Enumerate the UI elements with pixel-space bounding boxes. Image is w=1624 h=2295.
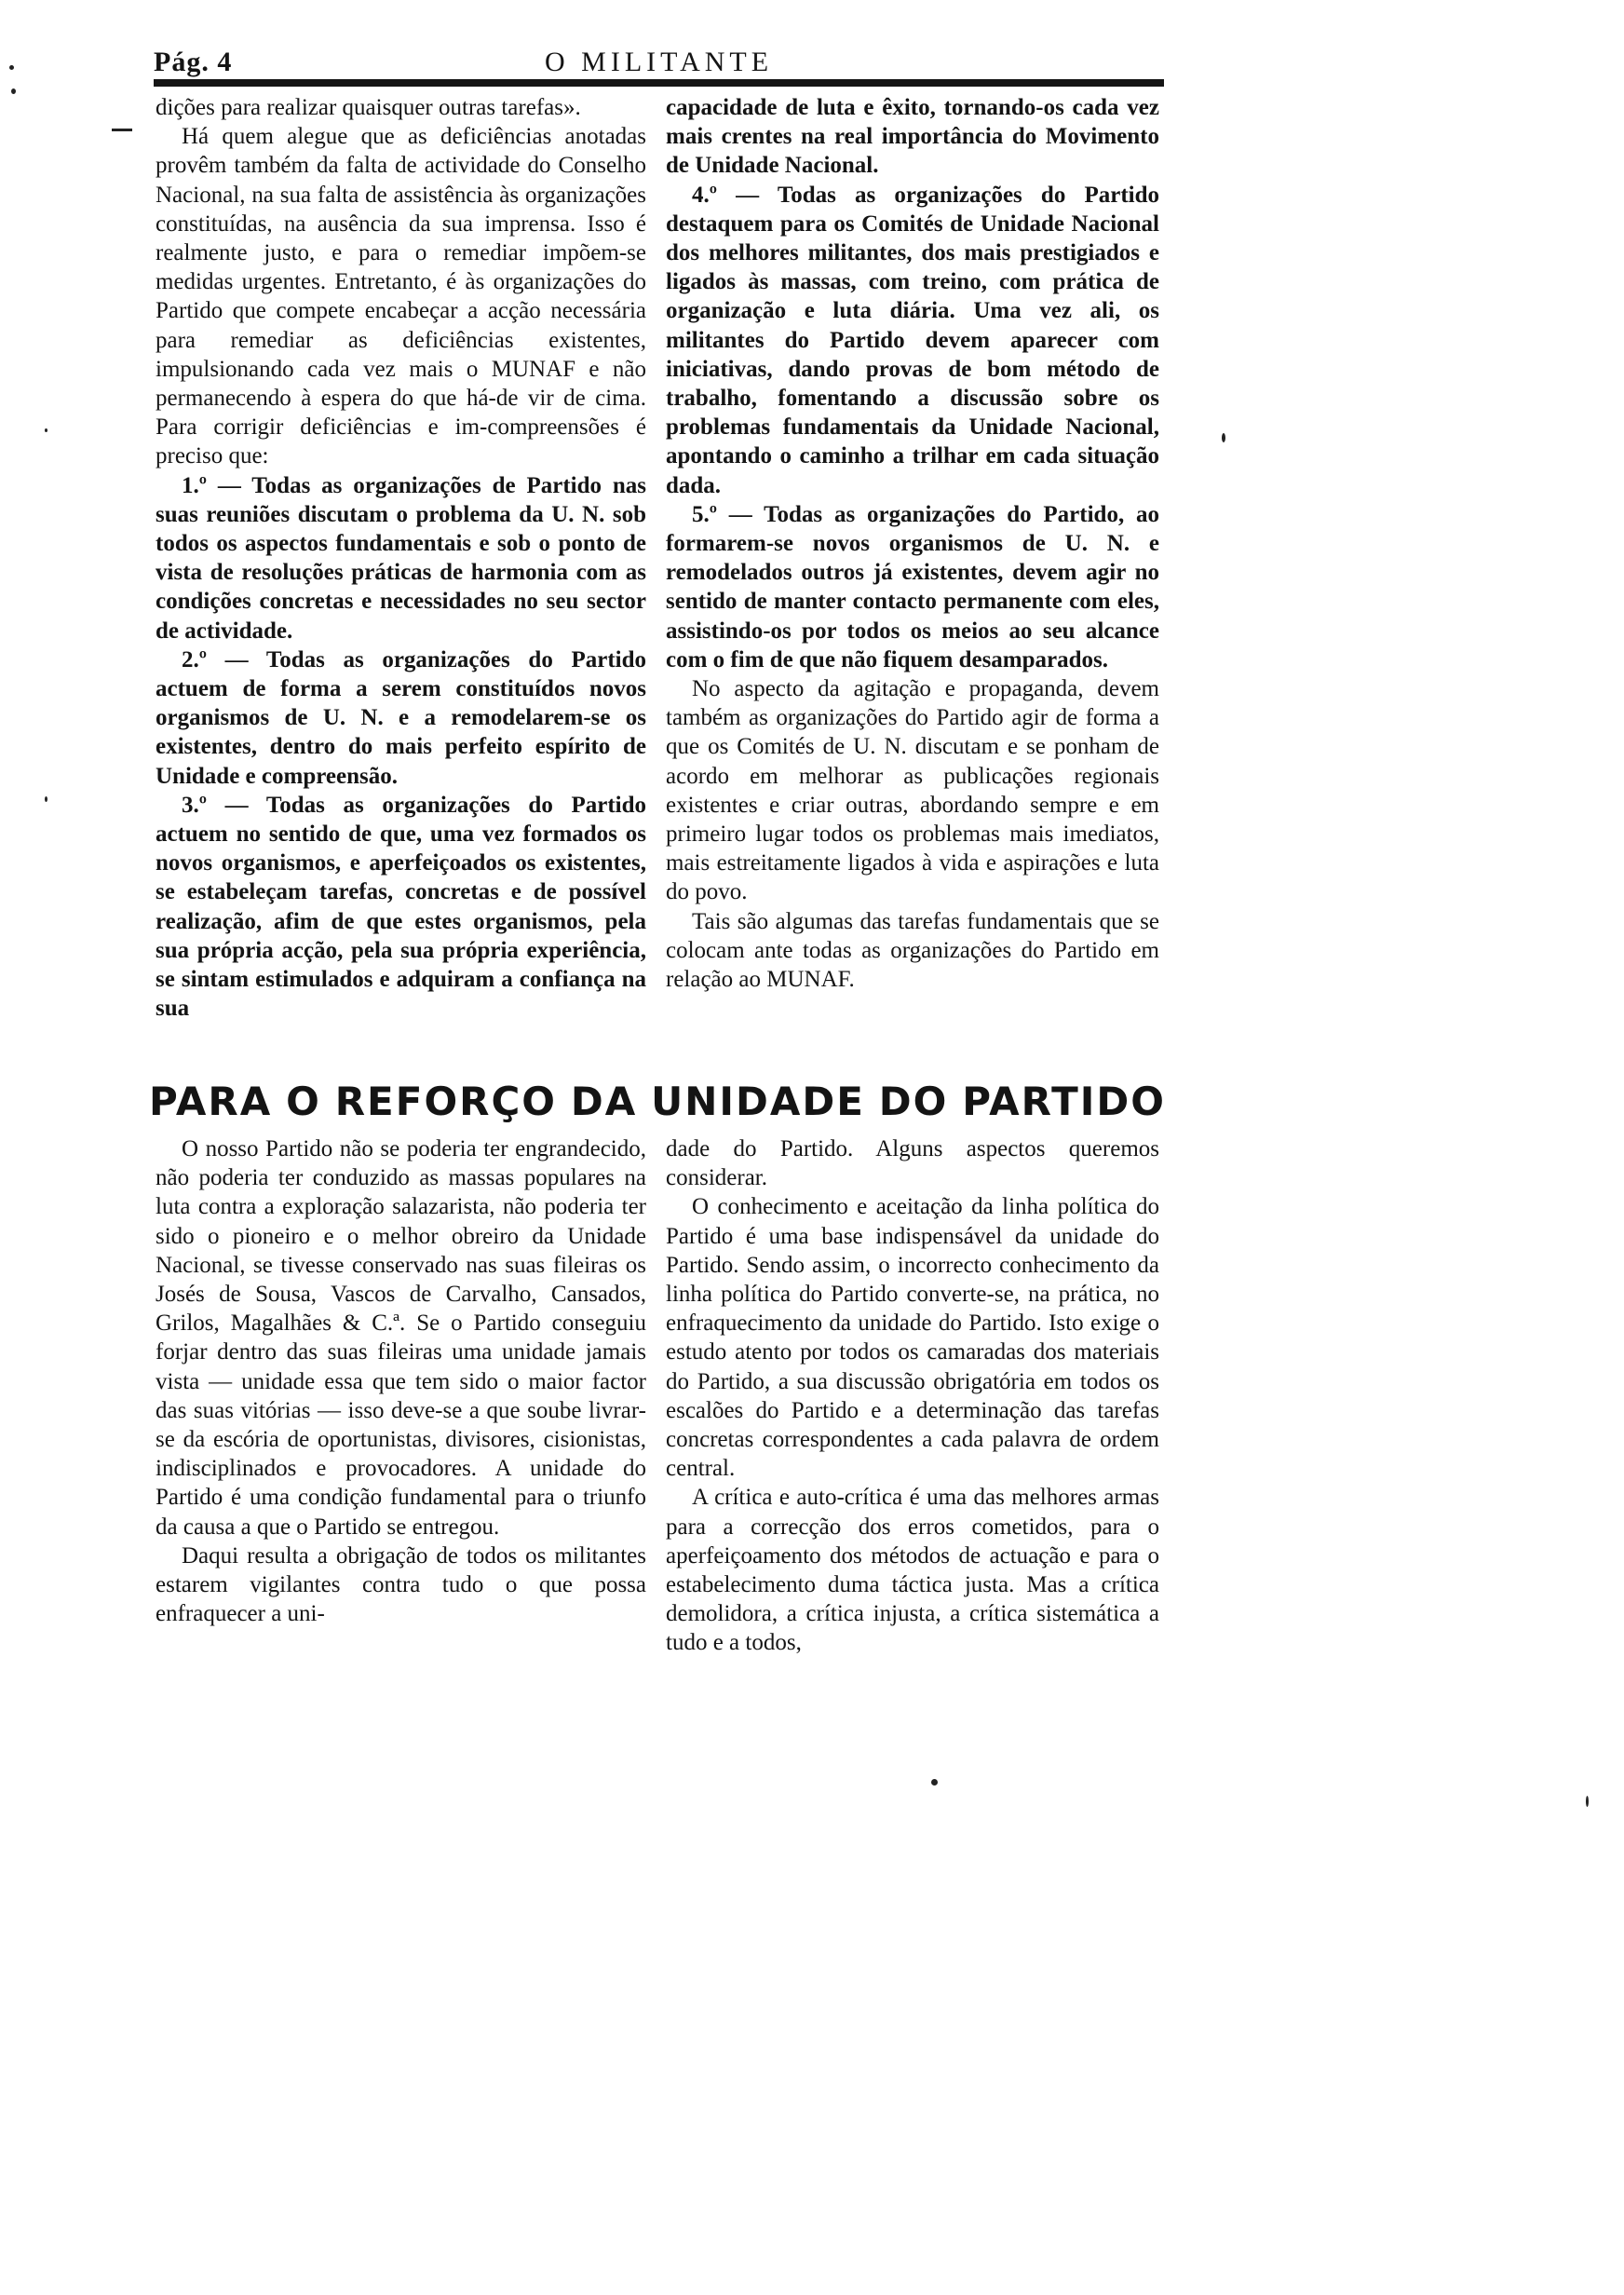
bottom-left-column	[156, 1134, 646, 1628]
paragraph: dições para realizar quaisquer outras tarefas».	[156, 95, 581, 120]
headline-word: O	[286, 1079, 321, 1124]
headline-word: UNIDADE	[651, 1079, 865, 1124]
scan-speck	[931, 1779, 938, 1786]
top-right-column	[666, 93, 1159, 994]
headline-word: PARTIDO	[962, 1079, 1166, 1124]
paragraph: A crítica e auto-crítica é uma das melhores armas para a correcção dos erros cometidos, para o aperfeiçoamento dos métodos de actuação e para o estabelecimento duma táctica justa. Mas a crítica demolidora, a crítica injusta, a crítica sistemática a tudo e a todos,	[666, 1485, 1159, 1656]
paragraph: Tais são algumas das tarefas fundamentais que se colocam ante todas as organizações do Partido em relação ao MUNAF.	[666, 908, 1159, 993]
scan-speck	[1586, 1796, 1589, 1807]
numbered-point: 1.º — Todas as organizações de Partido nas suas reuniões discutam o problema da U. N. sob todos os aspectos fundamentais e sob o ponto de vista de resoluções práticas de harmonia com as condições concretas e necessidades no seu sector de actividade.	[156, 472, 646, 644]
scan-speck	[45, 796, 47, 802]
paragraph: dade do Partido. Alguns aspectos queremos considerar.	[666, 1136, 1159, 1191]
journal-title: O MILITANTE	[545, 47, 774, 77]
bottom-right-column	[666, 1134, 1159, 1658]
scan-speck	[1222, 433, 1225, 442]
header-rule	[154, 79, 1164, 87]
margin-mark	[112, 129, 132, 131]
section-headline	[149, 1079, 1166, 1124]
scan-speck	[9, 65, 14, 70]
headline-word: PARA	[149, 1079, 273, 1124]
paragraph: Daqui resulta a obrigação de todos os militantes estarem vigilantes contra tudo o que possa enfraquecer a uni-	[156, 1542, 646, 1627]
numbered-point: 2.º — Todas as organizações do Partido actuem de forma a serem constituídos novos organismos de U. N. e a remodelarem-se os existentes, dentro do mais perfeito espírito de Unidade e compreensão.	[156, 646, 646, 789]
paragraph: O conhecimento e aceitação da linha política do Partido é uma base indispensável da unidade do Partido. Sendo assim, o incorrecto conhecimento da linha política do Partido converte-se, na prática, no enfraquecimento da unidade do Partido. Isto exige o estudo atento por todos os camaradas dos materiais do Partido, a sua discussão obrigatória em todos os escalões do Partido e a determinação das tarefas concretas correspondentes a cada palavra de ordem central.	[666, 1194, 1159, 1482]
paragraph: No aspecto da agitação e propaganda, devem também as organizações do Partido agir de forma a que os Comités de U. N. discutam e se ponham de acordo em melhorar as publicações regionais existentes e criar outras, abordando sempre e em primeiro lugar todos os problemas mais imediatos, mais estreitamente ligados à vida e aspirações e luta do povo.	[666, 676, 1159, 905]
paragraph: O nosso Partido não se poderia ter engrandecido, não poderia ter conduzido as massas populares na luta contra a exploração salazarista, não poderia ter sido o pioneiro e o melhor obreiro da Unidade Nacional, se tivesse conservado nas suas fileiras os Josés de Sousa, Vascos de Carvalho, Cansados, Grilos, Magalhães & C.ª. Se o Partido conseguiu forjar dentro das suas fileiras uma unidade jamais vista — unidade essa que tem sido o maior factor das suas vitórias — isso deve-se a que soube livrar-se da escória de oportunistas, divisores, cisionistas, indisciplinados e provocadores. A unidade do Partido é uma condição fundamental para o triunfo da causa a que o Partido se entregou.	[156, 1136, 646, 1540]
top-left-column	[156, 93, 646, 1024]
page-header	[154, 47, 1164, 76]
headline-word: REFORÇO	[334, 1079, 558, 1124]
paragraph: Há quem alegue que as deficiências anotadas provêm também da falta de actividade do Conselho Nacional, na sua falta de assistência às organizações constituídas, na ausência da sua imprensa. Isso é realmente justo, e para o remediar impõem-se medidas urgentes. Entretanto, é às organizações do Partido que compete encabeçar a acção necessária para remediar as deficiências existentes, impulsionando cada vez mais o MUNAF e não permanecendo à espera do que há-de vir de cima. Para corrigir deficiências e im-compreensões é preciso que:	[156, 124, 646, 469]
numbered-point: 5.º — Todas as organizações do Partido, ao formarem-se novos organismos de U. N. e remodelados outros já existentes, devem agir no sentido de manter contacto permanente com eles, assistindo-os por todos os meios ao seu alcance com o fim de que não fiquem desamparados.	[666, 501, 1159, 672]
headline-word: DA	[570, 1079, 638, 1124]
paragraph: capacidade de luta e êxito, tornando-os cada vez mais crentes na real importância do Movimento de Unidade Nacional.	[666, 95, 1159, 179]
scan-speck	[11, 88, 16, 94]
page-number: Pág. 4	[154, 47, 233, 77]
headline-word: DO	[878, 1079, 949, 1124]
scan-speck	[45, 428, 47, 432]
numbered-point: 3.º — Todas as organizações do Partido actuem no sentido de que, uma vez formados os novos organismos, e aperfeiçoados os existentes, se estabeleçam tarefas, concretas e de possível realização, afim de que estes organismos, pela sua própria acção, pela sua própria experiência, se sintam estimulados e adquiram a confiança na sua	[156, 792, 646, 1022]
numbered-point: 4.º — Todas as organizações do Partido destaquem para os Comités de Unidade Nacional dos melhores militantes, dos mais prestigiados e ligados às massas, com treino, com prática de organização e luta diária. Uma vez ali, os militantes do Partido devem aparecer com iniciativas, dando provas de bom método de trabalho, fomentando a discussão sobre os problemas fundamentais da Unidade Nacional, apontando o caminho a trilhar em cada situação dada.	[666, 182, 1159, 498]
